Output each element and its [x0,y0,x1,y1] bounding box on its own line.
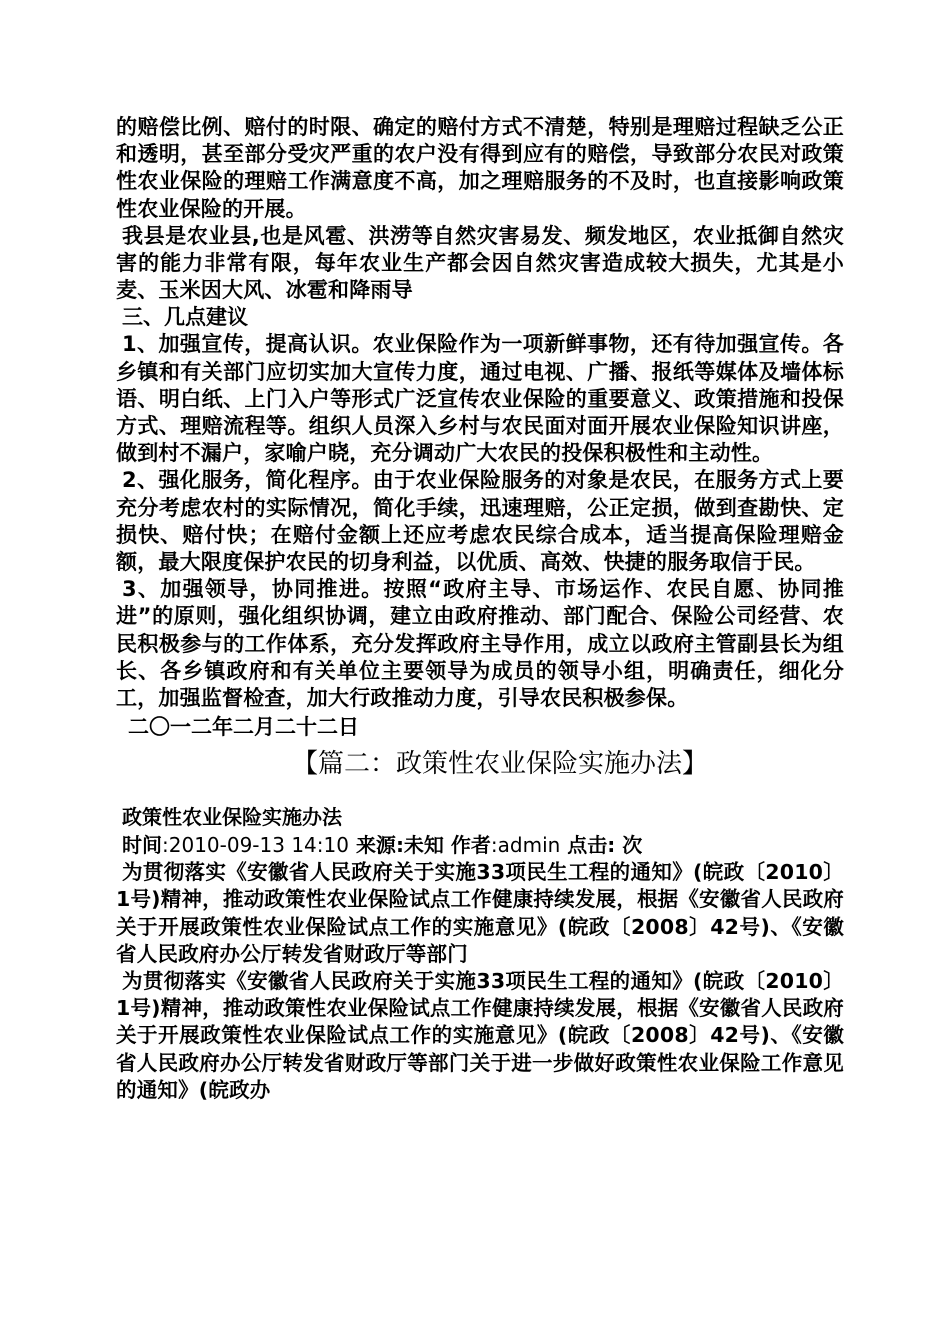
heading-suggestions: 三、几点建议 [122,305,248,330]
suggestion-1: 1、加强宣传，提高认识。农业保险作为一项新鲜事物，还有待加强宣传。各乡镇和有关部门应切实加大宣传力度，通过电视、广播、报纸等媒体及墙体标语、明白纸、上门入户等形式广泛宣传农业保险的重要意义、政策措施和投保方式、理赔流程等。组织人员深入乡村与农民面对面开展农业保险知识讲座，做到村不漏户，家喻户晓，充分调动广大农民的投保积极性和主动性。 [116,332,844,466]
article-title: 政策性农业保险实施办法 [122,805,342,830]
meta-clicks-value: : 次 [607,833,643,858]
paragraph-county-disasters: 我县是农业县,也是风雹、洪涝等自然灾害易发、频发地区，农业抵御自然灾害的能力非常有限，每年农业生产都会因自然灾害造成较大损失，尤其是小麦、玉米因大风、冰雹和降雨导 [116,223,844,303]
article-meta [116,831,844,859]
meta-source-label: 来源 [355,833,396,858]
document-page [116,114,844,1104]
meta-time-label: 时间 [122,833,162,858]
meta-author-value: :admin [490,833,561,858]
meta-clicks-label: 点击 [567,833,608,858]
paragraph-claims-issues: 的赔偿比例、赔付的时限、确定的赔付方式不清楚，特别是理赔过程缺乏公正和透明，甚至部分受灾严重的农户没有得到应有的赔偿，导致部分农民对政策性农业保险的理赔工作满意度不高，加之理赔服务的不及时，也直接影响政策性农业保险的开展。 [116,115,844,221]
document-date: 二〇一二年二月二十二日 [128,715,359,740]
section-title: 【篇二：政策性农业保险实施办法】 [291,749,708,780]
suggestion-2: 2、强化服务，简化程序。由于农业保险服务的对象是农民，在服务方式上要充分考虑农村的实际情况，简化手续，迅速理赔，公正定损，做到查勘快、定损快、赔付快；在赔付金额上还应考虑农民综合成本，适当提高保险理赔金额，最大限度保护农民的切身利益，以优质、高效、快捷的服务取信于民。 [116,468,844,575]
meta-time-value: :2010-09-13 14:10 [162,833,349,858]
article-body-2: 为贯彻落实《安徽省人民政府关于实施33项民生工程的通知》(皖政〔2010〕1号)精神，推动政策性农业保险试点工作健康持续发展，根据《安徽省人民政府关于开展政策性农业保险试点工作的实施意见》(皖政〔2008〕42号)、《安徽省人民政府办公厅转发省财政厅等部门关于进一步做好政策性农业保险工作意见的通知》(皖政办 [116,969,844,1102]
meta-author-label: 作者 [450,833,491,858]
meta-source-value: :未知 [395,833,444,858]
article-body-1: 为贯彻落实《安徽省人民政府关于实施33项民生工程的通知》(皖政〔2010〕1号)精神，推动政策性农业保险试点工作健康持续发展，根据《安徽省人民政府关于开展政策性农业保险试点工作的实施意见》(皖政〔2008〕42号)、《安徽省人民政府办公厅转发省财政厅等部门 [116,860,844,966]
suggestion-3: 3、加强领导，协同推进。按照“政府主导、市场运作、农民自愿、协同推进”的原则，强化组织协调，建立由政府推动、部门配合、保险公司经营、农民积极参与的工作体系，充分发挥政府主导作用，成立以政府主管副县长为组长、各乡镇政府和有关单位主要领导为成员的领导小组，明确责任，细化分工，加强监督检查，加大行政推动力度，引导农民积极参保。 [116,577,844,711]
